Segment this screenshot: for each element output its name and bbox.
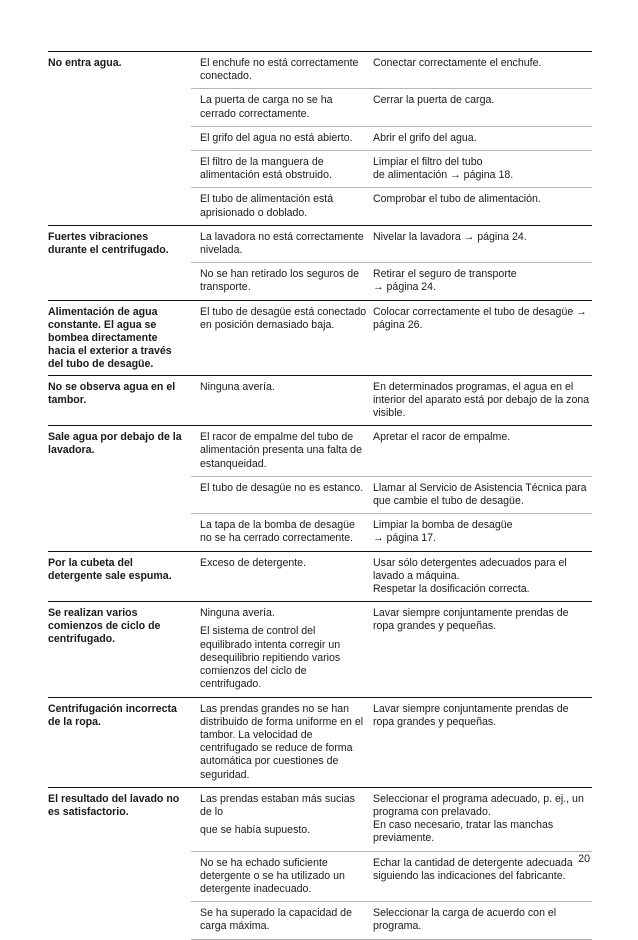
cause-text: El grifo del agua no está abierto. xyxy=(200,131,353,144)
remedy-cell xyxy=(373,902,592,938)
remedy-text: Echar la cantidad de detergente adecuada siguiendo las indicaciones del fabricante. xyxy=(373,856,573,882)
remedy-cell xyxy=(373,602,592,696)
cause-remedy-rows xyxy=(191,301,592,375)
cause-text: El tubo de desagüe no es estanco. xyxy=(200,481,364,494)
cause-cell xyxy=(191,188,373,224)
troubleshooting-table xyxy=(48,51,592,940)
cause-remedy-rows xyxy=(191,788,592,939)
table-row xyxy=(191,426,592,476)
remedy-cell xyxy=(373,89,592,125)
remedy-text: Usar sólo detergentes adecuados para el lavado a máquina. xyxy=(373,556,567,582)
table-row xyxy=(191,476,592,513)
cause-text: La lavadora no está correctamente nivelada. xyxy=(200,230,364,257)
problem-group xyxy=(48,697,592,787)
table-row xyxy=(191,552,592,602)
cause-cell xyxy=(191,127,373,150)
remedy-text: Colocar correctamente el tubo de desagüe → página 26. xyxy=(373,305,587,331)
table-row xyxy=(191,301,592,337)
cause-remedy-rows xyxy=(191,552,592,602)
problem-label: Sale agua por debajo de la lavadora. xyxy=(48,431,182,457)
remedy-cell xyxy=(373,852,592,902)
cause-cell xyxy=(191,698,373,787)
cause-text: Las prendas estaban más sucias de lo xyxy=(200,792,355,818)
table-row xyxy=(191,851,592,902)
remedy-cell xyxy=(373,514,592,550)
problem-label: Se realizan varios comienzos de ciclo de centrifugado. xyxy=(48,607,161,646)
remedy-text: Apretar el racor de empalme. xyxy=(373,431,511,444)
remedy-cell xyxy=(373,226,592,262)
table-row xyxy=(191,698,592,787)
remedy-text: Nivelar la lavadora → página 24. xyxy=(373,230,527,243)
cause-cell xyxy=(191,89,373,125)
cause-text: El tubo de desagüe está conectado en posición demasiado baja. xyxy=(200,305,367,331)
problem-label: Fuertes vibraciones durante el centrifugado. xyxy=(48,230,169,256)
remedy-text: Seleccionar el programa adecuado, p. ej., un programa con prelavado. xyxy=(373,792,584,818)
remedy-text: Comprobar el tubo de alimentación. xyxy=(373,193,541,206)
cause-cell xyxy=(191,902,373,938)
cause-remedy-rows xyxy=(191,376,592,426)
cause-cell xyxy=(191,852,373,902)
cause-remedy-rows xyxy=(191,52,592,225)
table-row xyxy=(191,187,592,224)
problem-group xyxy=(48,551,592,602)
cause-text: El racor de empalme del tubo de alimentación presenta una falta de estanqueidad. xyxy=(200,431,362,470)
problem-label: Por la cubeta del detergente sale espuma. xyxy=(48,556,172,582)
page-number: 20 xyxy=(578,853,590,865)
cause-cell xyxy=(191,301,373,337)
cause-cell xyxy=(191,426,373,476)
cause-text: Ninguna avería. xyxy=(200,607,275,620)
cause-text: El tubo de alimentación está aprisionado o doblado. xyxy=(200,193,334,219)
remedy-text: Conectar correctamente el enchufe. xyxy=(373,57,542,69)
remedy-text: → página 17. xyxy=(373,532,437,545)
remedy-cell xyxy=(373,127,592,150)
table-row xyxy=(191,901,592,938)
problem-group xyxy=(48,787,592,939)
remedy-text: En determinados programas, el agua en el interior del aparato está por debajo de la zona visible. xyxy=(373,380,590,420)
remedy-cell xyxy=(373,552,592,602)
table-row xyxy=(191,150,592,187)
cause-cell xyxy=(191,514,373,550)
cause-remedy-rows xyxy=(191,698,592,787)
cause-cell xyxy=(191,376,373,426)
problem-label: El resultado del lavado no es satisfactorio. xyxy=(48,792,180,818)
remedy-cell xyxy=(373,301,592,337)
cause-text: El enchufe no está correctamente conectado. xyxy=(200,57,359,83)
remedy-cell xyxy=(373,477,592,513)
table-row xyxy=(191,126,592,150)
problem-group xyxy=(48,601,592,696)
cause-text: Exceso de detergente. xyxy=(200,556,307,569)
cause-text: La puerta de carga no se ha cerrado correctamente. xyxy=(200,94,333,120)
cause-text: Ninguna avería. xyxy=(200,380,275,393)
cause-text: que se había supuesto. xyxy=(200,824,311,837)
remedy-text: Lavar siempre conjuntamente prendas de ropa grandes y pequeñas. xyxy=(373,702,569,728)
cause-text: El filtro de la manguera de alimentación está obstruido. xyxy=(200,156,332,182)
cause-cell xyxy=(191,226,373,262)
problem-label: No se observa agua en el tambor. xyxy=(48,380,176,406)
table-row xyxy=(191,513,592,550)
problem-group xyxy=(48,425,592,550)
remedy-text: En caso necesario, tratar las manchas previamente. xyxy=(373,819,554,845)
cause-text: No se ha echado suficiente detergente o se ha utilizado un detergente inadecuado. xyxy=(200,856,345,895)
cause-cell xyxy=(191,263,373,299)
remedy-cell xyxy=(373,52,592,88)
problem-label: No entra agua. xyxy=(48,57,122,69)
cause-text: La tapa de la bomba de desagüe no se ha cerrado correctamente. xyxy=(200,519,355,545)
problem-label: Centrifugación incorrecta de la ropa. xyxy=(48,702,177,728)
table-row xyxy=(191,52,592,88)
problem-label: Alimentación de agua constante. El agua se bombea directamente hacia el exterior a través del tubo de desagüe. xyxy=(48,305,172,370)
cause-cell xyxy=(191,552,373,602)
remedy-text: Limpiar el filtro del tubo xyxy=(373,156,483,169)
table-row xyxy=(191,226,592,262)
cause-remedy-rows xyxy=(191,426,592,550)
remedy-text: → página 24. xyxy=(373,281,437,294)
remedy-text: Cerrar la puerta de carga. xyxy=(373,94,495,107)
table-row xyxy=(191,602,592,696)
cause-text: Se ha superado la capacidad de carga máxima. xyxy=(200,907,352,933)
table-row xyxy=(191,376,592,426)
table-row xyxy=(191,88,592,125)
cause-cell xyxy=(191,788,373,851)
remedy-cell xyxy=(373,263,592,299)
remedy-cell xyxy=(373,788,592,851)
cause-cell xyxy=(191,52,373,88)
remedy-cell xyxy=(373,151,592,187)
problem-group xyxy=(48,225,592,300)
problem-group xyxy=(48,300,592,375)
cause-remedy-rows xyxy=(191,226,592,300)
table-row xyxy=(191,262,592,299)
remedy-text: Respetar la dosificación correcta. xyxy=(373,583,530,596)
cause-cell xyxy=(191,151,373,187)
remedy-text: Limpiar la bomba de desagüe xyxy=(373,519,513,532)
cause-cell xyxy=(191,602,373,696)
cause-text: No se han retirado los seguros de transporte. xyxy=(200,268,359,294)
remedy-text: Llamar al Servicio de Asistencia Técnica para que cambie el tubo de desagüe. xyxy=(373,481,587,508)
remedy-text: Lavar siempre conjuntamente prendas de ropa grandes y pequeñas. xyxy=(373,607,569,633)
cause-remedy-rows xyxy=(191,602,592,696)
remedy-text: Seleccionar la carga de acuerdo con el programa. xyxy=(373,907,557,933)
problem-group xyxy=(48,51,592,225)
remedy-text: Abrir el grifo del agua. xyxy=(373,131,477,144)
remedy-cell xyxy=(373,698,592,787)
cause-text: Las prendas grandes no se han distribuido de forma uniforme en el tambor. La velocidad de centrifugado se reduce de forma automática por cuestiones de seguridad. xyxy=(200,702,364,781)
table-row xyxy=(191,788,592,851)
remedy-cell xyxy=(373,188,592,224)
table-bottom-rule xyxy=(191,939,592,940)
remedy-cell xyxy=(373,426,592,476)
remedy-text: de alimentación → página 18. xyxy=(373,169,514,182)
cause-text: El sistema de control del equilibrado intenta corregir un desequilibrio repitiendo varios comienzos del ciclo de centrifugado. xyxy=(200,625,341,691)
remedy-cell xyxy=(373,376,592,426)
problem-group xyxy=(48,375,592,426)
cause-cell xyxy=(191,477,373,513)
remedy-text: Retirar el seguro de transporte xyxy=(373,268,517,281)
